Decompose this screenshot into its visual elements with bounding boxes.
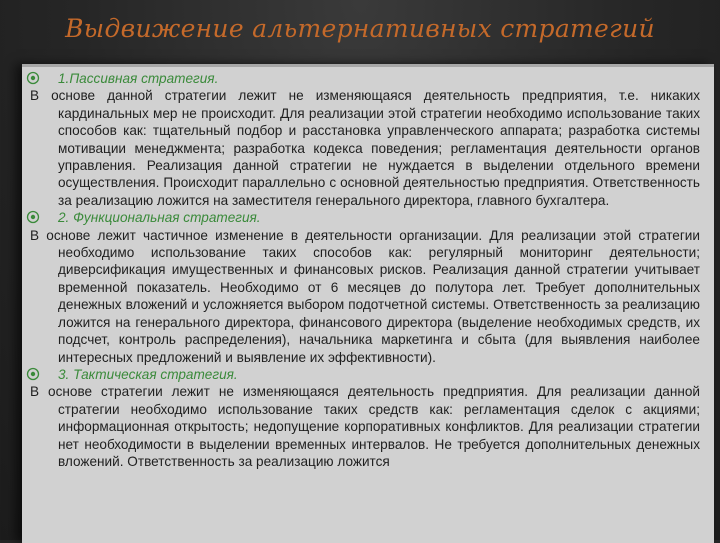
target-bullet-icon <box>26 71 40 85</box>
section-text-3: В основе стратегии лежит не изменяющаяся деятельность предприятия. Для реализации данной стратегии необходимо использование таких средств как: регламентация сделок с акциями; информационная открытость; недопущение корпоративных конфликтов. Для реализации стратегии нет необходимости в выделении временных интервалов. Не требуется дополнительных денежных вложений. Ответственность за реализацию ложится <box>30 384 700 469</box>
target-bullet-icon <box>26 210 40 224</box>
section-heading-1 <box>28 70 700 87</box>
section-text-2: В основе лежит частичное изменение в деятельности организации. Для реализации этой стратегии необходимо использование таких способов как: регулярный мониторинг деятельности; диверсификация имущественных и финансовых рисков. Реализация данной стратегии учитывает временной показатель. Необходимо от 6 месяцев до полутора лет. Требует дополнительных денежных вложений и усложняется выбором подотчетной системы. Ответственность за реализацию ложится на генерального директора, финансового директора (выделение необходимых средств, их подсчет, контроль распределения), начальника маркетинга и сбыта (для выявления наиболее интересных предложений и выявление их эффективности). <box>30 227 700 365</box>
section-heading-label: 2. Функциональная стратегия. <box>58 210 261 226</box>
section-heading-3 <box>28 366 700 383</box>
section-heading-2 <box>28 209 700 226</box>
target-bullet-icon <box>26 367 40 381</box>
section-heading-label: 1.Пассивная стратегия. <box>58 71 219 86</box>
slide-content <box>28 70 700 470</box>
slide-title: Выдвижение альтернативных стратегий <box>65 14 655 43</box>
section-heading-label: 3. Тактическая стратегия. <box>58 366 238 382</box>
section-text-1: В основе данной стратегии лежит не изменяющаяся деятельность предприятия, т.е. никаких кардинальных мер не происходит. Для реализации этой стратегии необходимо использование таких способов как: тщательный подбор и расстановка управленческого аппарата; разработка системы мотивации менеджмента; разработка кодекса поведения; регламентация деятельности органов управления. Реализация данной стратегии не нуждается в выделении отдельного времени осуществления. Происходит параллельно с основной деятельностью предприятия. Ответственность за реализацию ложится на заместителя генерального директора, главного бухгалтера. <box>30 88 700 208</box>
